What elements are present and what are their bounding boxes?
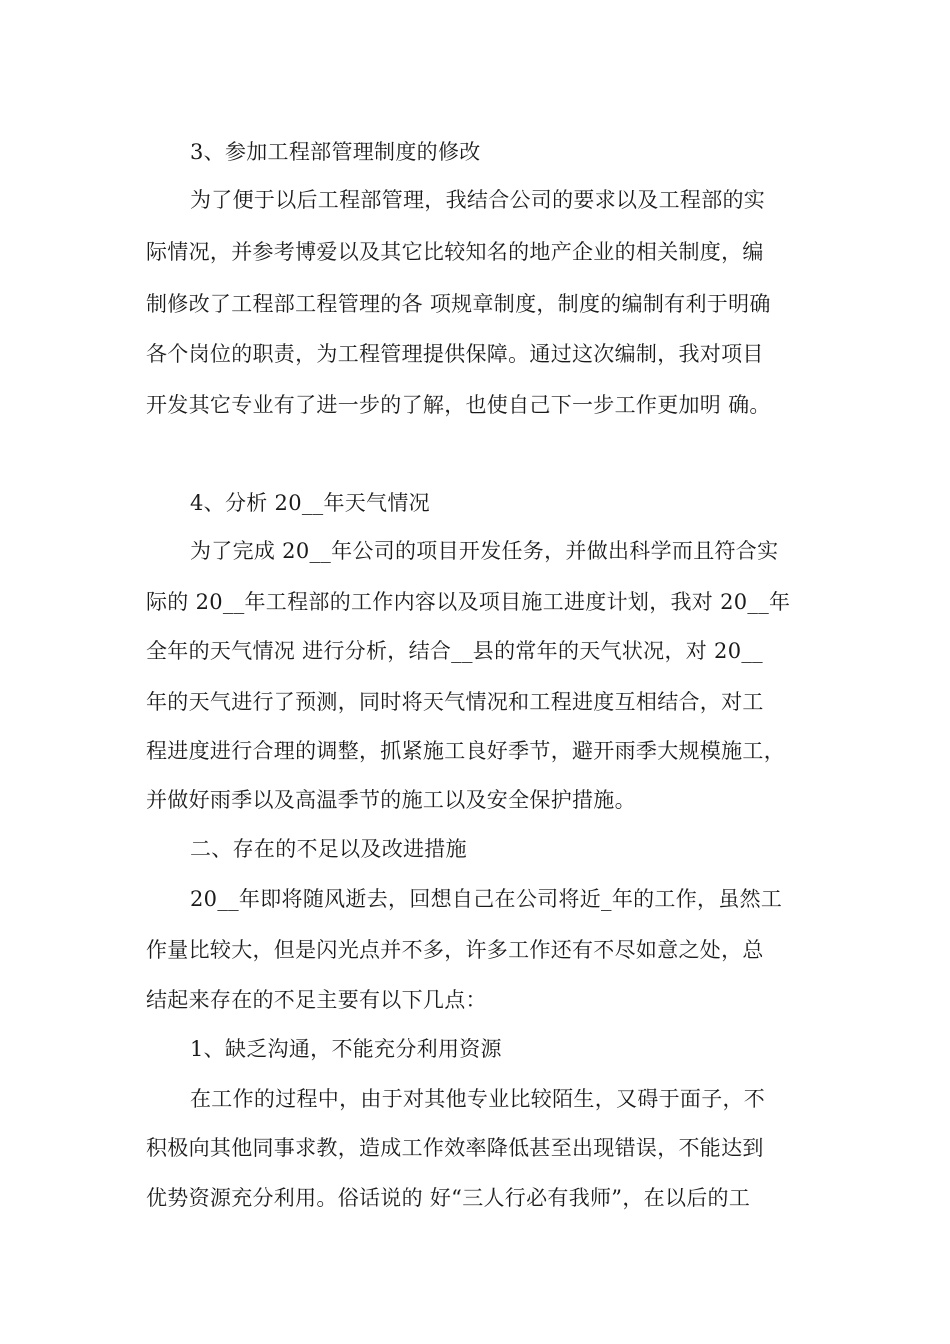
paragraph-line: 全年的天气情况 进行分析，结合__县的常年的天气状况，对 20__ [146, 639, 763, 663]
paragraph-line: 年的天气进行了预测，同时将天气情况和工程进度互相结合，对工 [146, 690, 764, 714]
section-heading: 1、缺乏沟通，不能充分利用资源 [190, 1037, 502, 1061]
paragraph-line: 际的 20__年工程部的工作内容以及项目施工进度计划，我对 20__年 [146, 590, 791, 614]
paragraph-line: 制修改了工程部工程管理的各 项规章制度，制度的编制有利于明确 [146, 292, 771, 316]
paragraph-line: 为了完成 20__年公司的项目开发任务，并做出科学而且符合实 [190, 539, 779, 563]
paragraph-line: 各个岗位的职责，为工程管理提供保障。通过这次编制，我对项目 [146, 342, 764, 366]
paragraph-line: 20__年即将随风逝去，回想自己在公司将近_年的工作，虽然工 [190, 887, 783, 911]
paragraph-line: 积极向其他同事求教，造成工作效率降低甚至出现错误，不能达到 [146, 1136, 764, 1160]
section-heading: 4、分析 20__年天气情况 [190, 491, 430, 515]
paragraph-line: 为了便于以后工程部管理，我结合公司的要求以及工程部的实 [190, 188, 766, 212]
paragraph-line: 作量比较大，但是闪光点并不多，许多工作还有不尽如意之处，总 [146, 938, 764, 962]
paragraph-line: 际情况，并参考博爱以及其它比较知名的地产企业的相关制度，编 [146, 240, 764, 264]
section-heading: 3、参加工程部管理制度的修改 [190, 140, 481, 164]
paragraph-line: 结起来存在的不足主要有以下几点： [146, 988, 487, 1012]
paragraph-line: 优势资源充分利用。俗话说的 好“三人行必有我师”，在以后的工 [146, 1186, 751, 1210]
paragraph-line: 并做好雨季以及高温季节的施工以及安全保护措施。 [146, 788, 636, 812]
paragraph-line: 程进度进行合理的调整，抓紧施工良好季节，避开雨季大规模施工， [146, 739, 785, 763]
paragraph-line: 在工作的过程中，由于对其他专业比较陌生，又碍于面子，不 [190, 1087, 766, 1111]
paragraph-line: 开发其它专业有了进一步的了解，也使自己下一步工作更加明 确。 [146, 393, 771, 417]
section-heading: 二、存在的不足以及改进措施 [190, 837, 467, 861]
